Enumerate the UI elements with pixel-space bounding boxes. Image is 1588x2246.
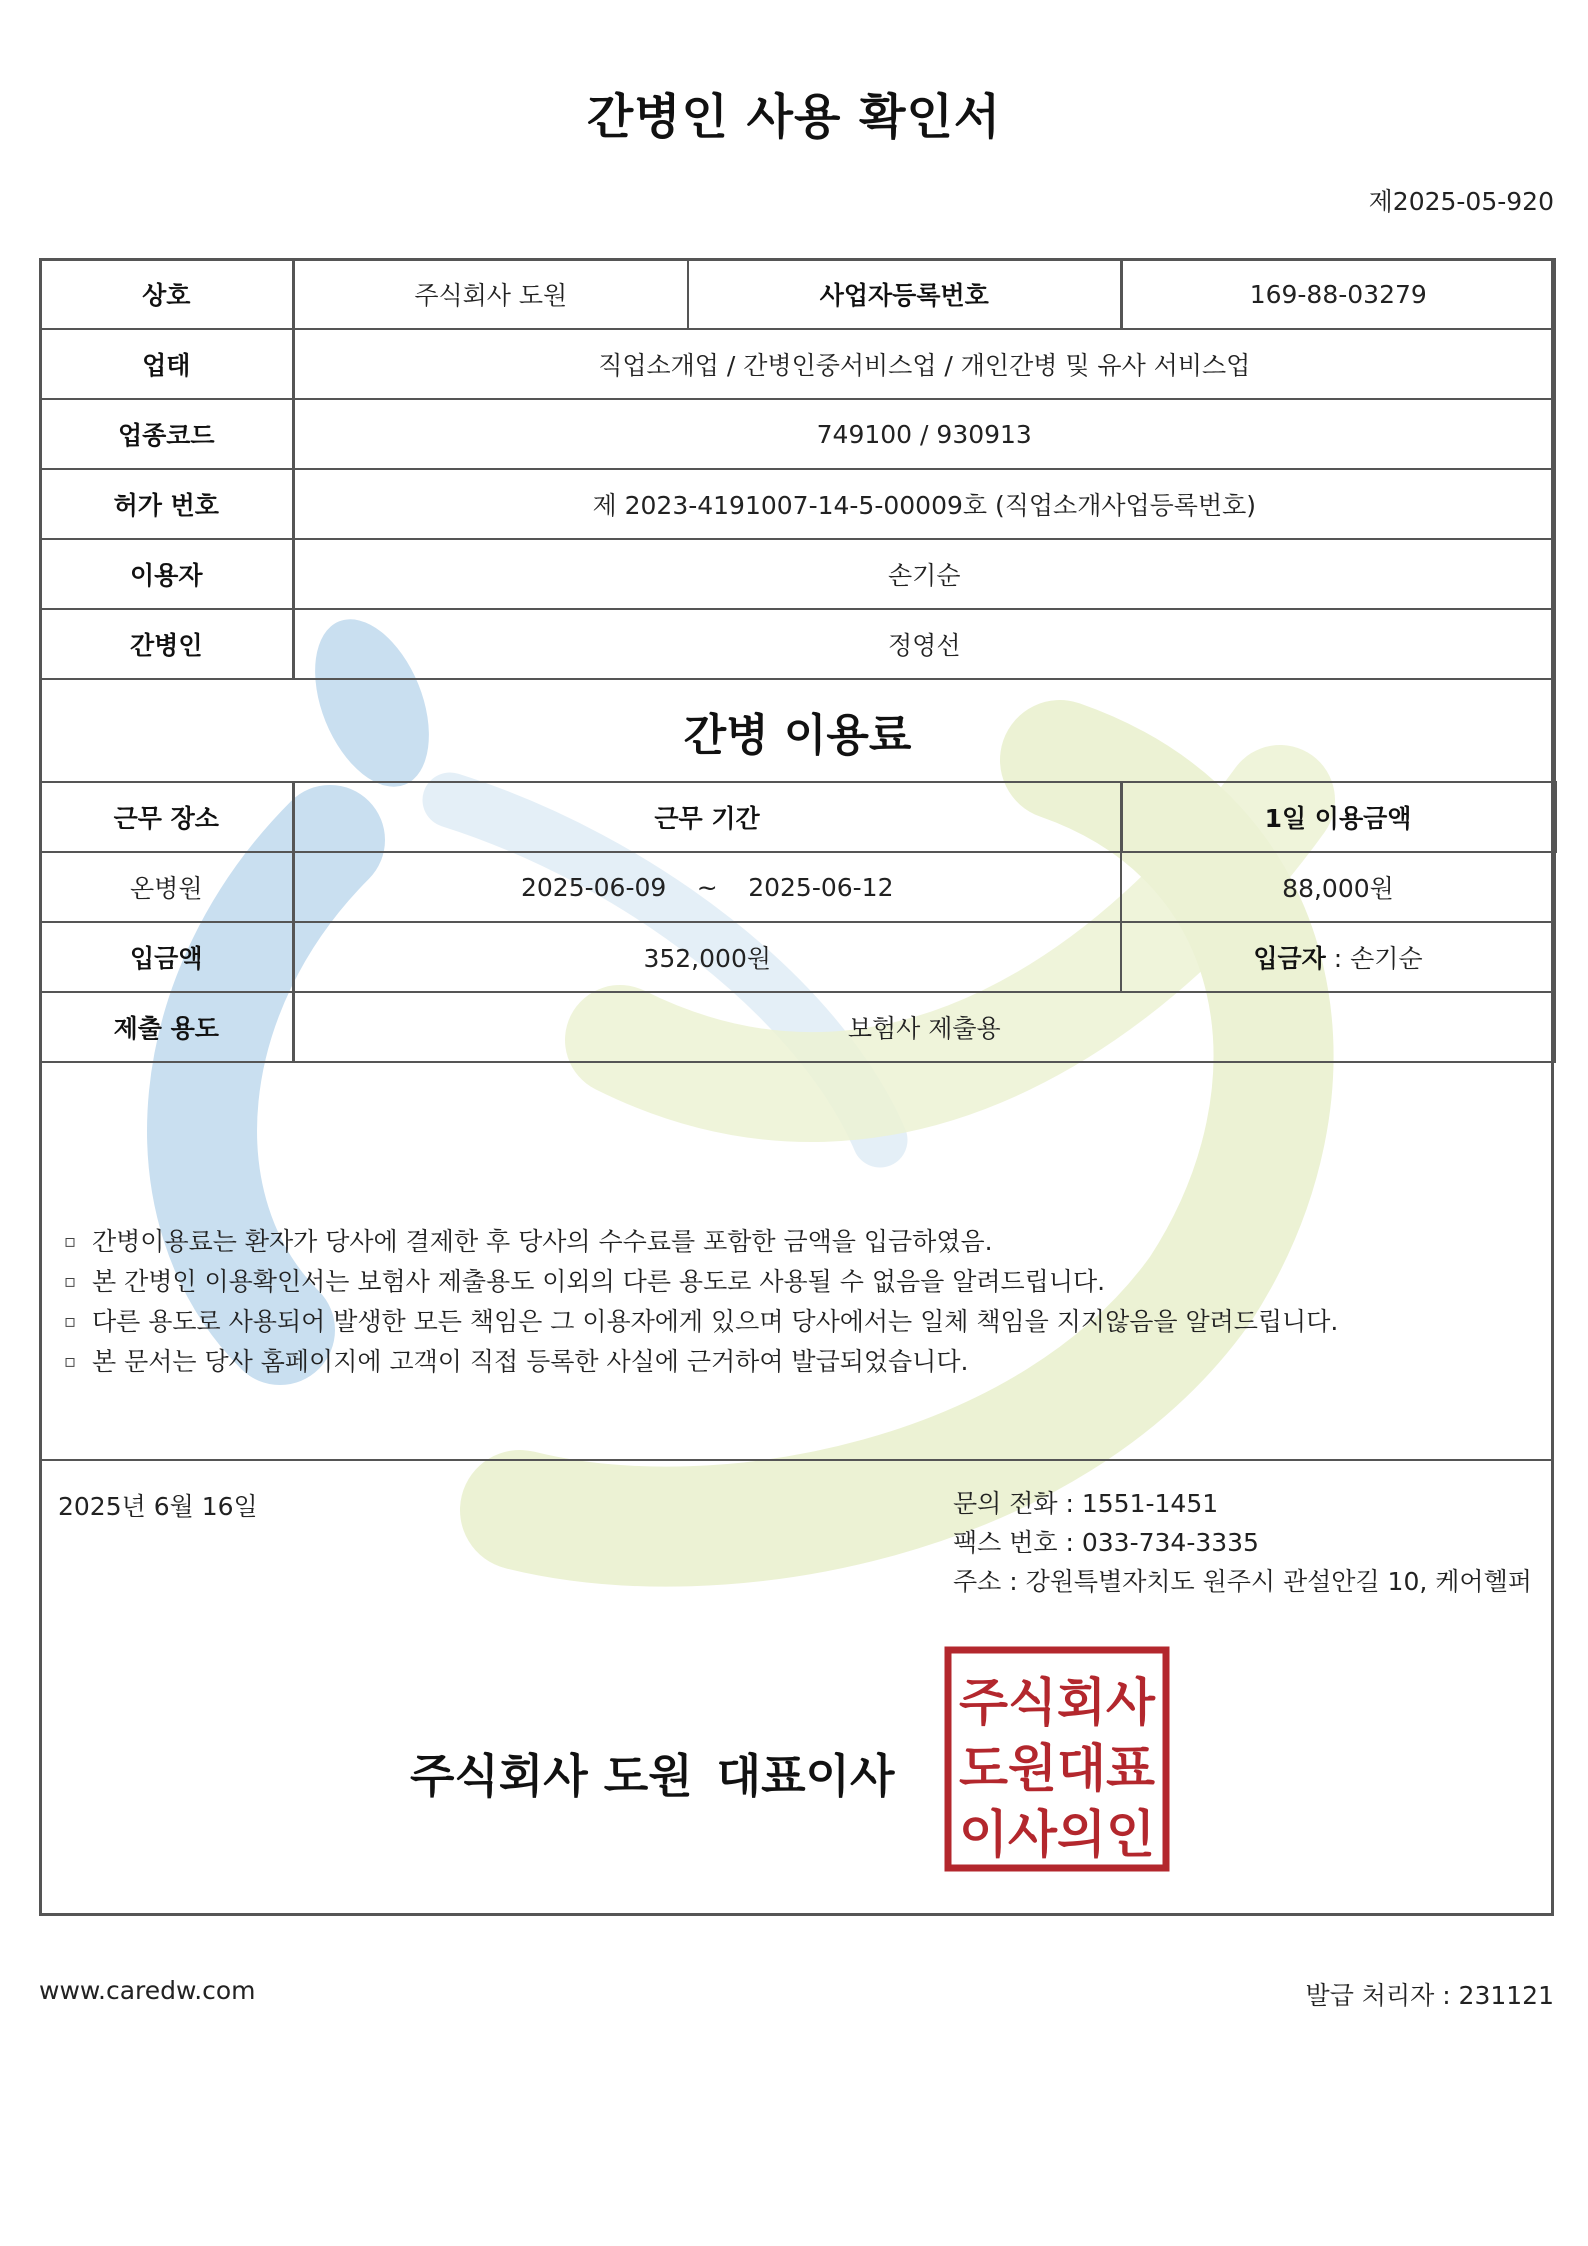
contact-phone: 문의 전화 : 1551-1451 — [953, 1489, 1219, 1518]
period-end: 2025-06-12 — [748, 872, 894, 902]
row-permit — [40, 469, 1555, 539]
depositor-separator: : — [1325, 944, 1351, 973]
notice-item: ▫ 다른 용도로 사용되어 발생한 모든 책임은 그 이용자에게 있으며 당사에서는 일체 책임을 지지않음을 알려드립니다. — [64, 1302, 1524, 1342]
document-title: 간병인 사용 확인서 — [586, 89, 1002, 145]
company-seal-icon — [944, 1646, 1170, 1872]
period-header: 근무 기간 — [293, 782, 1121, 852]
place-header: 근무 장소 — [40, 782, 293, 852]
purpose-label: 제출 용도 — [40, 992, 293, 1062]
industry-code-value: 749100 / 930913 — [293, 399, 1555, 469]
permit-label: 허가 번호 — [40, 469, 293, 539]
contact-fax: 팩스 번호 : 033-734-3335 — [953, 1528, 1259, 1557]
purpose-value: 보험사 제출용 — [293, 992, 1555, 1062]
bullet-icon: ▫ — [64, 1311, 77, 1332]
deposit-label: 입금액 — [40, 922, 293, 992]
seal-line-2: 도원대표 — [959, 1740, 1155, 1799]
caregiver-value: 정영선 — [293, 609, 1555, 679]
notice-item: ▫ 본 간병인 이용확인서는 보험사 제출용도 이외의 다른 용도로 사용될 수 없음을 알려드립니다. — [64, 1262, 1524, 1302]
company-value: 주식회사 도원 — [293, 259, 688, 329]
row-business-type — [40, 329, 1555, 399]
period-value — [293, 852, 1121, 922]
row-industry-code — [40, 399, 1555, 469]
issuer-info: 발급 처리자 : 231121 — [1305, 1981, 1554, 2010]
notice-list — [64, 1222, 1524, 1382]
bullet-icon: ▫ — [64, 1231, 77, 1252]
deposit-value: 352,000원 — [293, 922, 1121, 992]
notice-item: ▫ 본 문서는 당사 홈페이지에 고객이 직접 등록한 사실에 근거하여 발급되었습니다. — [64, 1342, 1524, 1382]
contact-address: 주소 : 강원특별자치도 원주시 관설안길 10, 케어헬퍼 — [953, 1567, 1532, 1596]
document-number: 제2025-05-920 — [1368, 187, 1554, 216]
notice-item: ▫ 간병이용료는 환자가 당사에 결제한 후 당사의 수수료를 포함한 금액을 입금하였음. — [64, 1222, 1524, 1262]
reg-no-label: 사업자등록번호 — [688, 259, 1121, 329]
caregiver-label: 간병인 — [40, 609, 293, 679]
row-fee-headers — [40, 782, 1555, 852]
website-link: www.caredw.com — [39, 1976, 256, 2005]
reg-no-value: 169-88-03279 — [1121, 259, 1555, 329]
info-table — [39, 258, 1557, 1063]
permit-value: 제 2023-4191007-14-5-00009호 (직업소개사업등록번호) — [293, 469, 1555, 539]
user-value: 손기순 — [293, 539, 1555, 609]
row-caregiver — [40, 609, 1555, 679]
row-deposit — [40, 922, 1555, 992]
row-fee-section — [40, 679, 1555, 782]
place-value: 온병원 — [40, 852, 293, 922]
contact-info — [953, 1484, 1532, 1601]
depositor-value: 손기순 — [1350, 944, 1423, 973]
row-purpose — [40, 992, 1555, 1062]
period-start: 2025-06-09 — [521, 872, 667, 902]
bullet-icon: ▫ — [64, 1351, 77, 1372]
depositor-label: 입금자 — [1253, 944, 1326, 973]
period-separator: ~ — [696, 872, 718, 902]
daily-header: 1일 이용금액 — [1121, 782, 1555, 852]
row-fee-values — [40, 852, 1555, 922]
fee-section-title: 간병 이용료 — [40, 679, 1555, 782]
user-label: 이용자 — [40, 539, 293, 609]
industry-code-label: 업종코드 — [40, 399, 293, 469]
company-label: 상호 — [40, 259, 293, 329]
business-type-label: 업태 — [40, 329, 293, 399]
company-signature — [410, 1740, 918, 1806]
row-company — [40, 259, 1555, 329]
seal-line-1: 주식회사 — [959, 1674, 1156, 1733]
business-type-value: 직업소개업 / 간병인중서비스업 / 개인간병 및 유사 서비스업 — [293, 329, 1555, 399]
seal-line-3: 이사의인 — [959, 1806, 1155, 1865]
company-name: 주식회사 도원 — [410, 1749, 693, 1803]
issue-date: 2025년 6월 16일 — [58, 1492, 258, 1521]
daily-value: 88,000원 — [1121, 852, 1555, 922]
row-user — [40, 539, 1555, 609]
depositor-cell — [1121, 922, 1555, 992]
bullet-icon: ▫ — [64, 1271, 77, 1292]
representative-title: 대표이사 — [716, 1749, 895, 1803]
footer-divider — [39, 1459, 1554, 1461]
